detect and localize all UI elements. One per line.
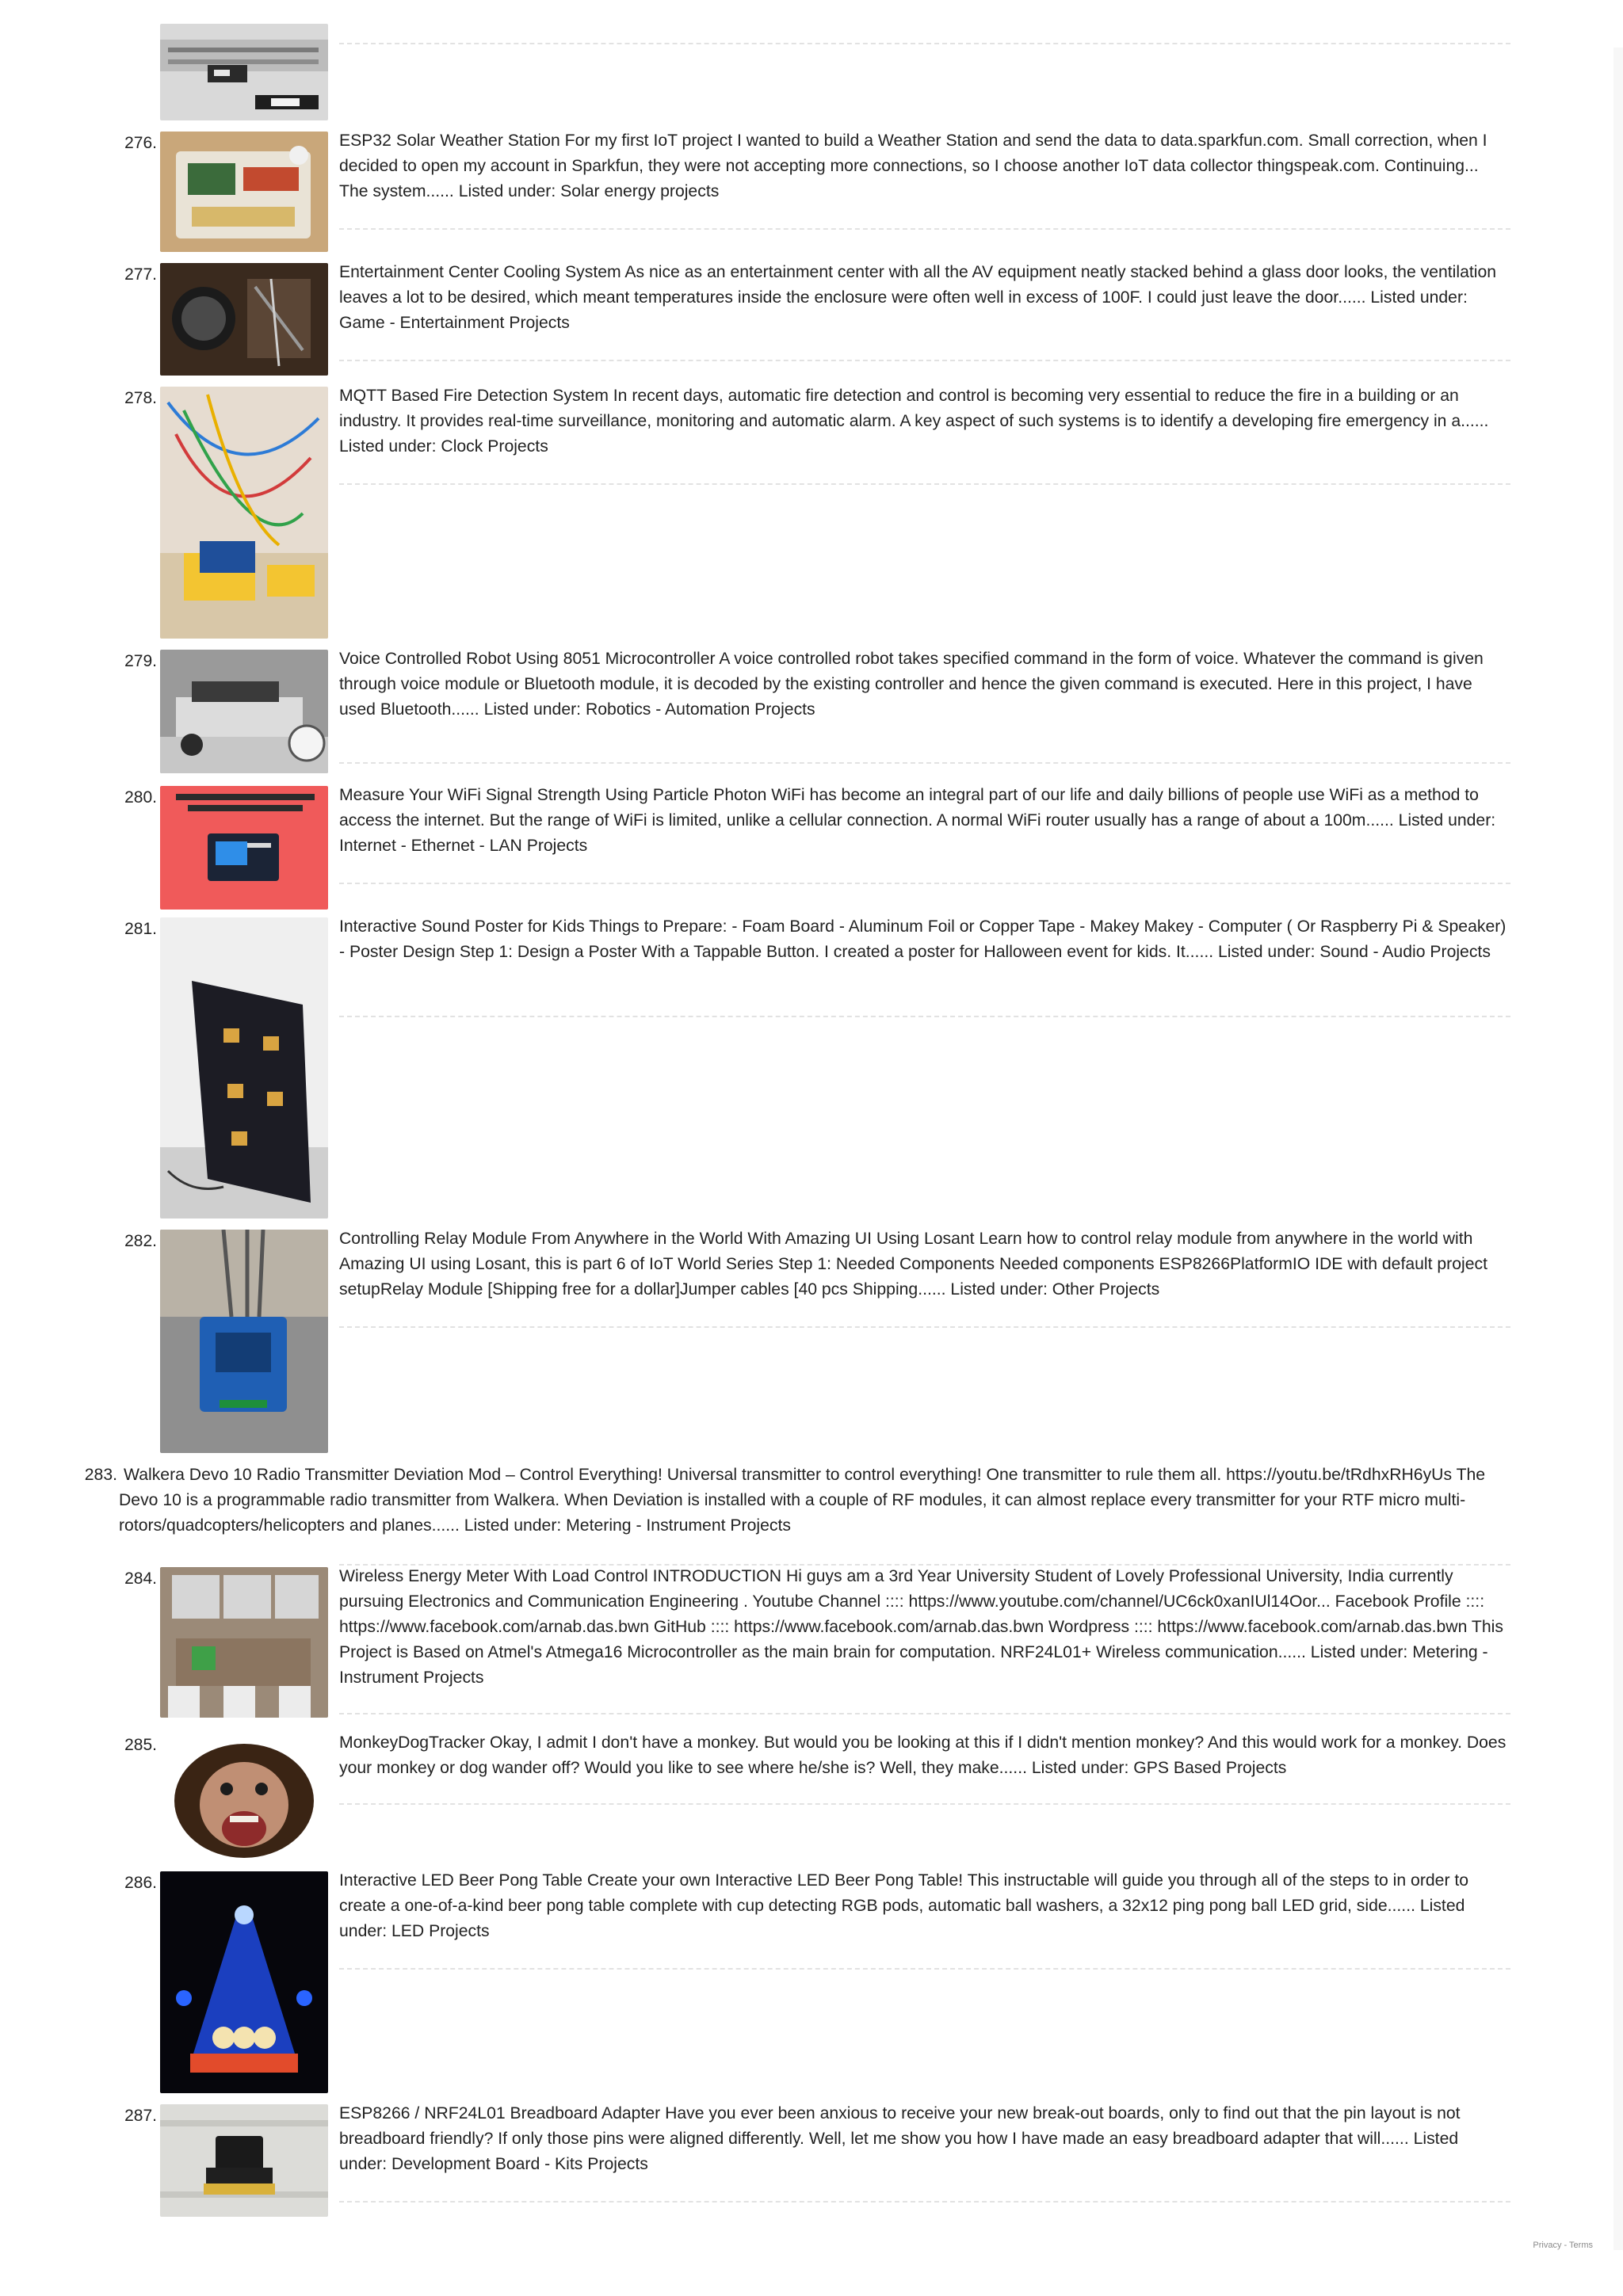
item-description: Entertainment Center Cooling System As nice as an entertainment center with all the AV equipment neatly stacked behind a glass door looks, the ventilation leaves a lot to be desired, which meant temperatures inside the enclosure were often well in excess of 100F. I could just leave the door...... Listed under: Game - Entertainment Projects — [339, 263, 1497, 332]
item-divider — [339, 1016, 1510, 1017]
item-number: 280. — [124, 788, 157, 807]
item-number: 285. — [124, 1736, 157, 1754]
item-number: 279. — [124, 652, 157, 670]
item-description: Interactive LED Beer Pong Table Create your own Interactive LED Beer Pong Table! This instructable will guide you through all of the steps to in order to create a one-of-a-kind beer pong table complete with cup detecting RGB pods, automatic ball washers, a 32x12 ping pong ball LED grid, side...... Listed under: LED Projects — [339, 1871, 1469, 1940]
project-thumbnail[interactable] — [160, 263, 328, 376]
item-number: 283. — [84, 1466, 117, 1484]
item-number: 286. — [124, 1874, 157, 1892]
item-description: MQTT Based Fire Detection System In recent days, automatic fire detection and control is becoming very essential to reduce the fire in a building or an industry. It provides real-time surveillance, monitoring and automatic alarm. A key aspect of such systems is to identify a developing fire emergency in a...... Listed under: Clock Projects — [339, 387, 1489, 456]
item-description: ESP32 Solar Weather Station For my first IoT project I wanted to build a Weather Station and send the data to data.sparkfun.com. Small correction, when I decided to open my account in Sparkfun, they were not accepting more connections, so I choose another IoT data collector thingspeak.com. Continuing... The system...... Listed under: Solar energy projects — [339, 132, 1487, 200]
item-divider — [339, 228, 1510, 230]
page-edge — [1613, 48, 1623, 2250]
project-thumbnail[interactable] — [160, 1733, 328, 1859]
footer-links[interactable]: Privacy - Terms — [1533, 2241, 1593, 2250]
item-divider — [339, 360, 1510, 361]
item-divider — [339, 2201, 1510, 2203]
project-thumbnail[interactable] — [160, 650, 328, 773]
item-number: 287. — [124, 2107, 157, 2125]
project-thumbnail[interactable] — [160, 387, 328, 639]
item-description: ESP8266 / NRF24L01 Breadboard Adapter Have you ever been anxious to receive your new break-out boards, only to find out that the pin layout is not breadboard friendly? If only those pins were aligned differently. Well, let me show you how I have made an easy breadboard adapter that will...... Listed under: Development Board - Kits Projects — [339, 2104, 1461, 2173]
project-thumbnail[interactable] — [160, 2104, 328, 2217]
item-divider — [339, 762, 1510, 764]
item-number: 284. — [124, 1569, 157, 1588]
project-thumbnail[interactable] — [160, 786, 328, 910]
item-divider — [339, 883, 1510, 884]
item-description: Wireless Energy Meter With Load Control INTRODUCTION Hi guys am a 3rd Year University Student of Lovely Professional University, India currently pursuing Electronics and Communication Engineering . Youtube Channel :::: https://www.youtube.com/channel/UC6ck0xanIUl14Oor... Facebook Profile :::: https://www.facebook.com/arnab.das.bwn GitHub :::: https://www.facebook.com/arnab.das.bwn Wordpress :::: https://www.facebook.com/arnab.das.bwn This Project is Based on Atmel's Atmega16 Microcontroller as the main brain for computation. NRF24L01+ Wireless communication...... Listed under: Metering - Instrument Projects — [339, 1567, 1503, 1687]
item-divider — [339, 1968, 1510, 1970]
item-number: 282. — [124, 1232, 157, 1250]
item-number: 278. — [124, 389, 157, 407]
item-divider — [339, 1713, 1510, 1714]
project-thumbnail[interactable] — [160, 917, 328, 1219]
project-thumbnail[interactable] — [160, 132, 328, 252]
item-description: Measure Your WiFi Signal Strength Using Particle Photon WiFi has become an integral part of our life and daily billions of people use WiFi as a method to access the internet. But the range of WiFi is limited, unlike a cellular connection. A normal WiFi router usually has a range of about a 100m...... Listed under: Internet - Ethernet - LAN Projects — [339, 786, 1496, 855]
item-description: Interactive Sound Poster for Kids Things to Prepare: - Foam Board - Aluminum Foil or Copper Tape - Makey Makey - Computer ( Or Raspberry Pi & Speaker) - Poster Design Step 1: Design a Poster With a Tappable Button. I created a poster for Halloween event for kids. It...... Listed under: Sound - Audio Projects — [339, 917, 1507, 961]
item-divider — [339, 483, 1510, 485]
item-divider — [339, 1803, 1510, 1805]
item-description: MonkeyDogTracker Okay, I admit I don't have a monkey. But would you be looking at this if I didn't mention monkey? And this would work for a monkey. Does your monkey or dog wander off? Would you like to see where he/she is? Well, they make...... Listed under: GPS Based Projects — [339, 1733, 1507, 1777]
item-description: Voice Controlled Robot Using 8051 Microcontroller A voice controlled robot takes specified command in the form of voice. Whatever the command is given through voice module or Bluetooth module, it is decoded by the existing controller and hence the given command is executed. Here in this project, I have used Bluetooth...... Listed under: Robotics - Automation Projects — [339, 650, 1484, 719]
item-number: 276. — [124, 134, 157, 152]
item-description-wrap — [84, 1463, 1510, 1539]
project-thumbnail[interactable] — [160, 1567, 328, 1718]
item-divider — [339, 43, 1510, 44]
item-number: 277. — [124, 265, 157, 284]
item-description: Walkera Devo 10 Radio Transmitter Deviation Mod – Control Everything! Universal transmitter to control everything! One transmitter to rule them all. https://youtu.be/tRdhxRH6yUs The Devo 10 is a programmable radio transmitter from Walkera. When Deviation is installed with a couple of RF modules, it can almost replace every transmitter for your RTF micro multi-rotors/quadcopters/helicopters and planes...... Listed under: Metering - Instrument Projects — [119, 1466, 1486, 1535]
project-thumbnail[interactable] — [160, 1871, 328, 2093]
project-thumbnail[interactable] — [160, 24, 328, 120]
item-number: 281. — [124, 920, 157, 938]
item-description: Controlling Relay Module From Anywhere in the World With Amazing UI Using Losant Learn how to control relay module from anywhere in the world with Amazing UI using Losant, this is part 6 of IoT World Series Step 1: Needed Components Needed components ESP8266PlatformIO IDE with default project setupRelay Module [Shipping free for a dollar]Jumper cables [40 pcs Shipping...... Listed under: Other Projects — [339, 1230, 1487, 1299]
project-thumbnail[interactable] — [160, 1230, 328, 1453]
item-divider — [339, 1326, 1510, 1328]
